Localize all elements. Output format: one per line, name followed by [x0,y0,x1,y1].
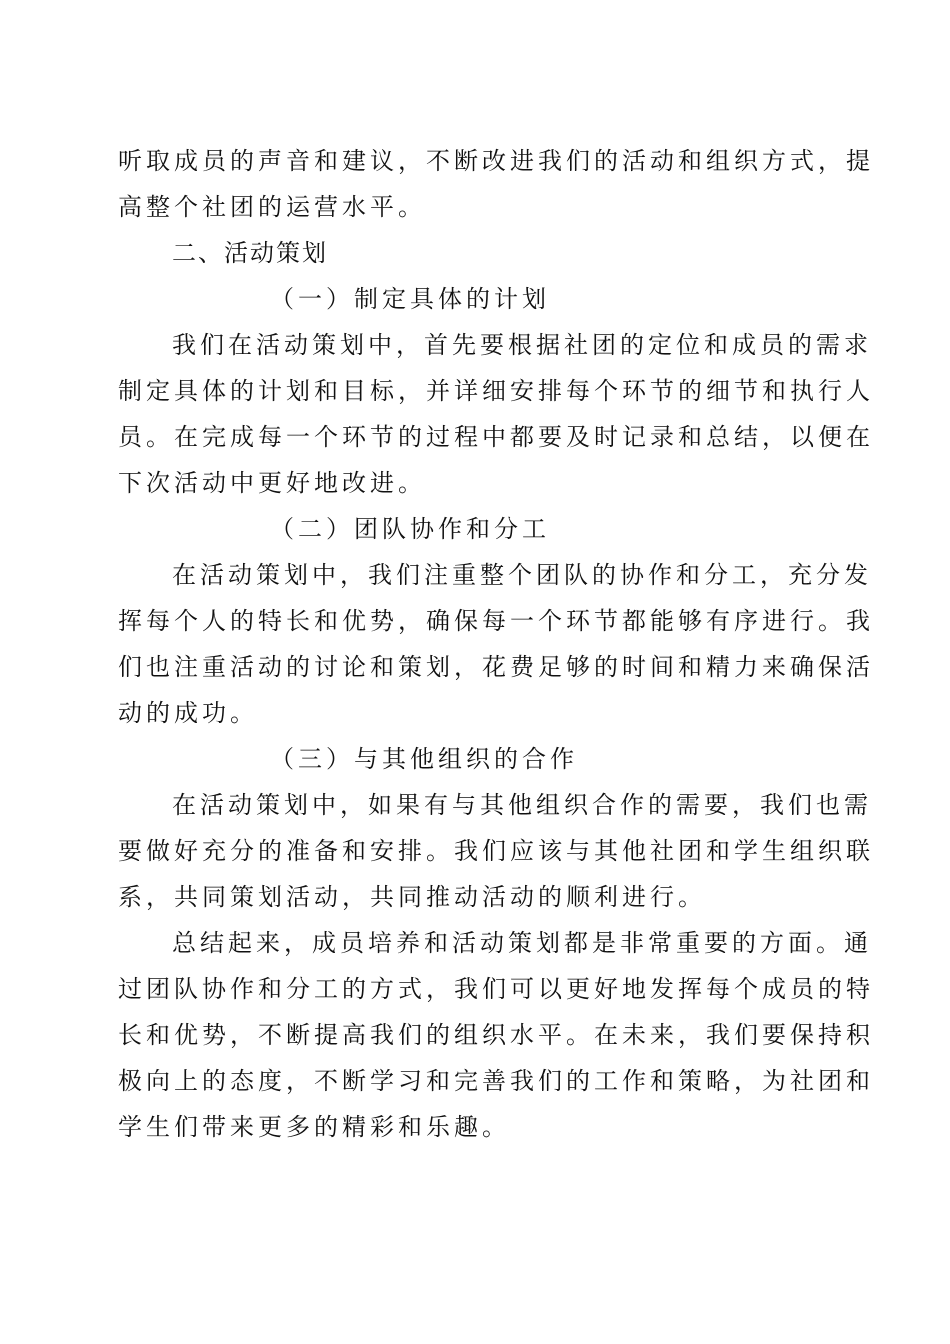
paragraph-line: 在活动策划中，如果有与其他组织合作的需要，我们也需 [172,791,872,819]
paragraph-line: 员。在完成每一个环节的过程中都要及时记录和总结，以便在 [118,423,874,451]
paragraph-line: 系，共同策划活动，共同推动活动的顺利进行。 [118,883,706,911]
paragraph-line: 要做好充分的准备和安排。我们应该与其他社团和学生组织联 [118,837,874,865]
subsection-heading: （三）与其他组织的合作 [270,745,578,773]
paragraph-line: 在活动策划中，我们注重整个团队的协作和分工，充分发 [172,561,872,589]
paragraph-line: 们也注重活动的讨论和策划，花费足够的时间和精力来确保活 [118,653,874,681]
paragraph-line: 极向上的态度，不断学习和完善我们的工作和策略，为社团和 [118,1067,874,1095]
paragraph-line: 学生们带来更多的精彩和乐趣。 [118,1113,510,1141]
paragraph-line: 我们在活动策划中，首先要根据社团的定位和成员的需求 [172,331,872,359]
paragraph-line: 过团队协作和分工的方式，我们可以更好地发挥每个成员的特 [118,975,874,1003]
paragraph-line: 总结起来，成员培养和活动策划都是非常重要的方面。通 [172,929,872,957]
paragraph-line: 动的成功。 [118,699,258,727]
paragraph-line: 制定具体的计划和目标，并详细安排每个环节的细节和执行人 [118,377,874,405]
section-heading: 二、活动策划 [172,239,328,267]
paragraph-line: 听取成员的声音和建议，不断改进我们的活动和组织方式，提 [118,147,874,175]
paragraph-line: 高整个社团的运营水平。 [118,193,426,221]
paragraph-line: 长和优势，不断提高我们的组织水平。在未来，我们要保持积 [118,1021,874,1049]
paragraph-line: 挥每个人的特长和优势，确保每一个环节都能够有序进行。我 [118,607,874,635]
subsection-heading: （二）团队协作和分工 [270,515,550,543]
subsection-heading: （一）制定具体的计划 [270,285,550,313]
paragraph-line: 下次活动中更好地改进。 [118,469,426,497]
